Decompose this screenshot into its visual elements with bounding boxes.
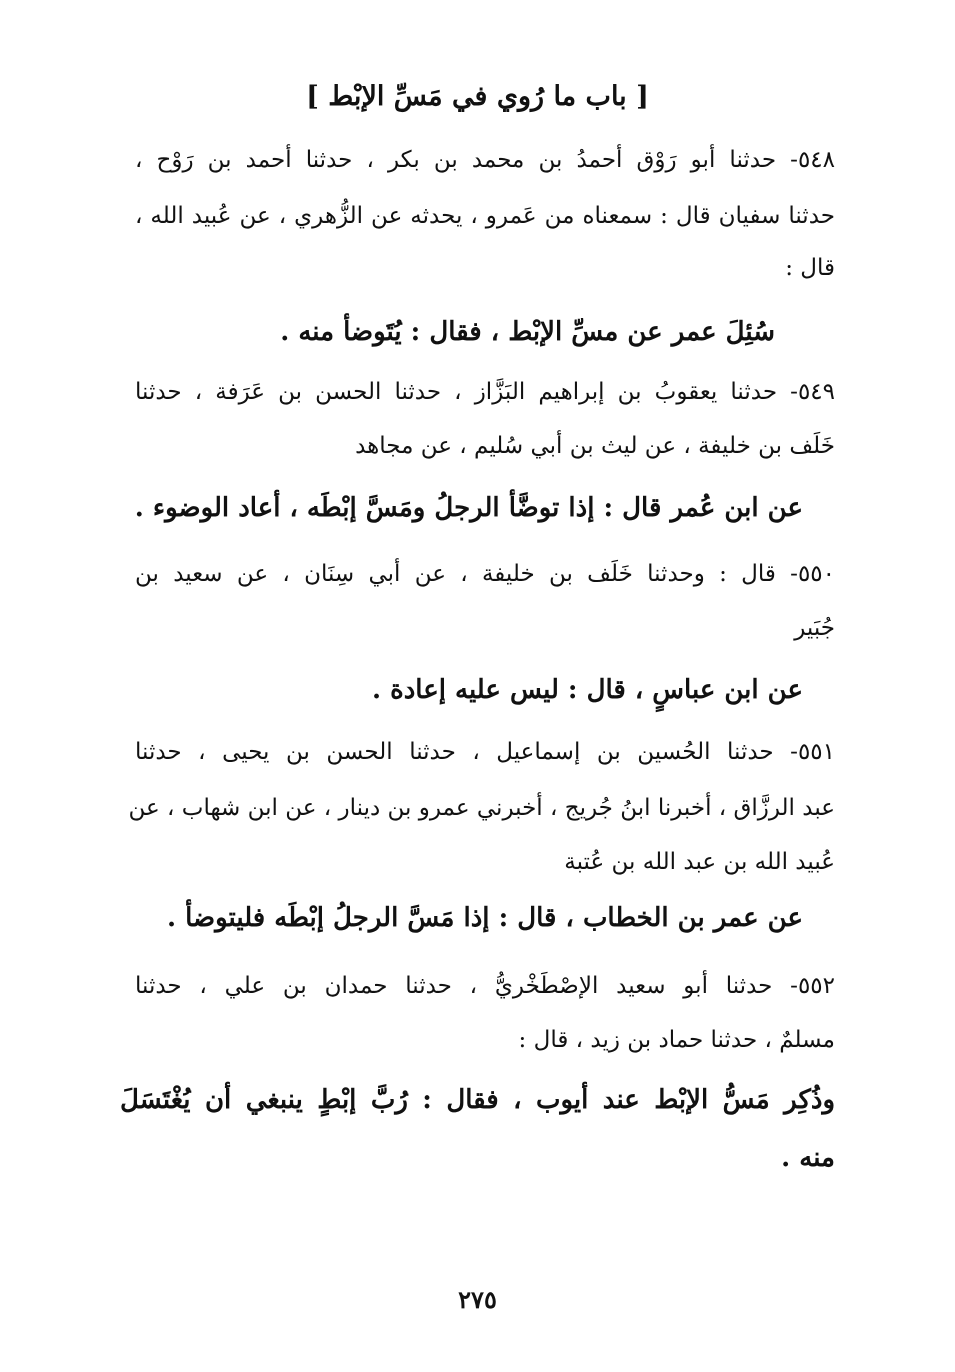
chapter-title: [ باب ما رُوي في مَسِّ الإبْط ] xyxy=(306,81,649,112)
hadith-552-text-line-1: وذُكِر مَسُّ الإبْط عند أيوب ، فقال : رُبَّ إبْطٍ ينبغي أن يُغْتَسَلَ xyxy=(120,1085,835,1115)
page-number: ٢٧٥ xyxy=(458,1285,497,1314)
hadith-551-chain-line-1: ٥٥١- حدثنا الحُسين بن إسماعيل ، حدثنا الحسن بن يحيى ، حدثنا xyxy=(135,739,835,765)
hadith-548-chain-line-1: ٥٤٨- حدثنا أبو رَوْق أحمدُ بن محمد بن بكر ، حدثنا أحمد بن رَوْح ، xyxy=(135,147,835,173)
hadith-550-chain-line-1: ٥٥٠- قال : وحدثنا خَلَف بن خليفة ، عن أبي سِنَان ، عن سعيد بن xyxy=(135,561,835,587)
hadith-550-text: عن ابن عباسٍ ، قال : ليس عليه إعادة . xyxy=(371,675,803,705)
hadith-548-chain-line-2: حدثنا سفيان قال : سمعناه من عَمرو ، يحدثه عن الزُّهري ، عن عُبيد الله ، xyxy=(135,203,835,229)
hadith-548-text: سُئِلَ عمر عن مسِّ الإبْط ، فقال : يُتَوضأ منه . xyxy=(280,317,775,347)
hadith-550-chain-line-2: جُبَير xyxy=(794,615,835,641)
hadith-551-chain-line-2: عبد الرزَّاق ، أخبرنا ابنُ جُريج ، أخبرني عمرو بن دينار ، عن ابن شهاب ، عن xyxy=(128,795,835,821)
hadith-549-text: عن ابن عُمر قال : إذا توضَّأ الرجلُ ومَسَّ إبْطَه ، أعاد الوضوء . xyxy=(134,493,803,523)
hadith-552-text-line-2: منه . xyxy=(781,1143,835,1173)
hadith-552-chain-line-1: ٥٥٢- حدثنا أبو سعيد الإصْطَخْريُّ ، حدثنا حمدان بن علي ، حدثنا xyxy=(135,973,835,999)
hadith-552-chain-line-2: مسلمٌ ، حدثنا حماد بن زيد ، قال : xyxy=(518,1027,835,1053)
hadith-548-chain-line-3: قال : xyxy=(785,255,835,281)
hadith-551-chain-line-3: عُبيد الله بن عبد الله بن عُتبة xyxy=(564,849,835,875)
hadith-551-text: عن عمر بن الخطاب ، قال : إذا مَسَّ الرجلُ إبْطَه فليتوضأ . xyxy=(166,903,803,933)
hadith-549-chain-line-2: خَلَف بن خليفة ، عن ليث بن أبي سُليم ، عن مجاهد xyxy=(355,433,835,459)
hadith-549-chain-line-1: ٥٤٩- حدثنا يعقوبُ بن إبراهيم البَزَّاز ، حدثنا الحسن بن عَرَفة ، حدثنا xyxy=(135,379,835,405)
